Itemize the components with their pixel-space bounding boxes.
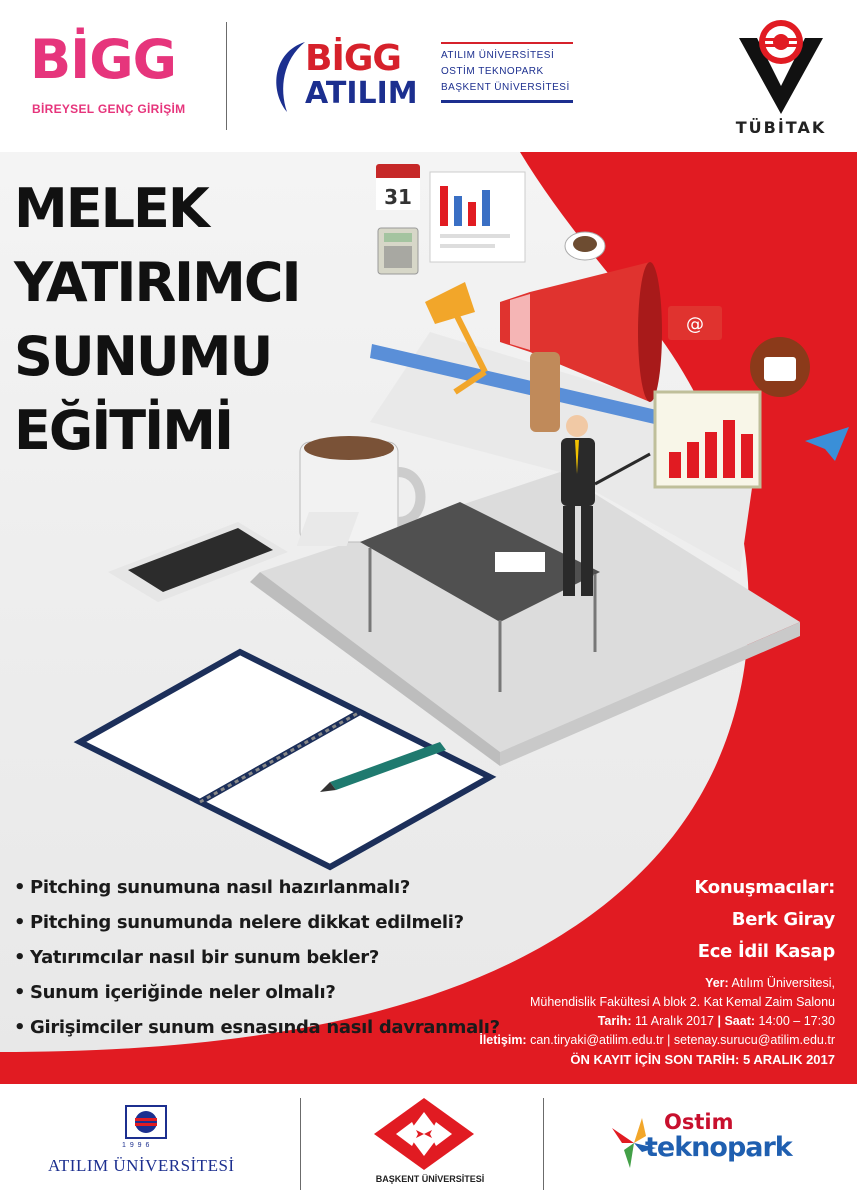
svg-text:@: @ bbox=[686, 314, 704, 335]
speakers-label: Konuşmacılar: bbox=[694, 877, 835, 898]
divider bbox=[441, 42, 573, 44]
briefcase-icon bbox=[750, 337, 810, 397]
date-time-line bbox=[479, 1012, 835, 1031]
venue-line2: Mühendislik Fakültesi A blok 2. Kat Kemal Zaim Salonu bbox=[529, 995, 835, 1009]
venue-line1 bbox=[479, 974, 835, 993]
bigg-logo-subtitle: BİREYSEL GENÇ GİRİŞİM bbox=[32, 102, 186, 116]
list-item bbox=[14, 870, 500, 905]
bigg-atilim-line2: ATILIM bbox=[305, 76, 418, 111]
time-value: 14:00 – 17:30 bbox=[758, 1014, 835, 1028]
footer-divider bbox=[300, 1098, 301, 1190]
partner-label: OSTİM TEKNOPARK bbox=[441, 66, 544, 77]
separator: | bbox=[717, 1014, 721, 1028]
bigg-logo bbox=[30, 28, 200, 128]
divider bbox=[441, 100, 573, 103]
time-label: Saat: bbox=[724, 1014, 756, 1028]
question-text: Sunum içeriğinde neler olmalı? bbox=[30, 982, 336, 1003]
date-label: Tarih: bbox=[597, 1014, 632, 1028]
ostim-bottom-text: teknopark bbox=[645, 1132, 792, 1163]
question-text: Yatırımcılar nasıl bir sunum bekler? bbox=[30, 947, 380, 968]
contact-line bbox=[479, 1031, 835, 1050]
speakers-block bbox=[694, 872, 835, 968]
bar-chart-icon bbox=[430, 172, 525, 262]
partner-label: ATILIM ÜNİVERSİTESİ bbox=[441, 50, 555, 61]
bigg-atilim-swoosh-icon bbox=[265, 38, 309, 118]
bar-chart-icon bbox=[655, 392, 760, 487]
speaker-name: Berk Giray bbox=[731, 909, 835, 930]
tubitak-logo bbox=[735, 14, 827, 140]
list-item bbox=[14, 1010, 500, 1045]
calendar-icon bbox=[376, 164, 420, 210]
bigg-logo-word: BİGG bbox=[30, 28, 176, 91]
header-divider bbox=[226, 22, 227, 130]
bigg-atilim-logo bbox=[265, 38, 575, 118]
bullet: • bbox=[14, 1017, 26, 1038]
atilim-name: ATILIM ÜNİVERSİTESİ bbox=[48, 1156, 235, 1175]
title-line: EĞİTİMİ bbox=[14, 399, 233, 462]
atilim-emblem-icon bbox=[124, 1104, 168, 1140]
email-icon bbox=[668, 306, 722, 340]
contact-value: can.tiryaki@atilim.edu.tr | setenay.surucu@atilim.edu.tr bbox=[530, 1033, 835, 1047]
title-line: MELEK bbox=[14, 177, 208, 240]
hero-section bbox=[0, 152, 857, 1084]
calendar-day-text: 31 bbox=[384, 185, 412, 209]
atilim-year: 1 9 9 6 bbox=[122, 1142, 151, 1149]
question-text: Pitching sunumunda nelere dikkat edilmeli? bbox=[30, 912, 464, 933]
atilim-logo bbox=[48, 1104, 248, 1194]
bullet: • bbox=[14, 912, 26, 933]
list-item bbox=[14, 905, 500, 940]
contact-label: İletişim: bbox=[479, 1033, 527, 1047]
footer bbox=[0, 1084, 857, 1200]
calculator-icon bbox=[378, 228, 418, 274]
date-value: 11 Aralık 2017 bbox=[635, 1014, 714, 1028]
ostim-top-text: Ostim bbox=[664, 1110, 734, 1134]
title-line: SUNUMU bbox=[14, 325, 272, 388]
partner-label: BAŞKENT ÜNİVERSİTESİ bbox=[441, 82, 570, 93]
event-details bbox=[479, 974, 835, 1069]
title-line: YATIRIMCI bbox=[14, 251, 300, 314]
bigg-atilim-line1: BİGG bbox=[305, 38, 401, 79]
footer-divider bbox=[543, 1098, 544, 1190]
questions-list bbox=[14, 870, 500, 1045]
tubitak-emblem-icon bbox=[735, 14, 827, 114]
speaker-name: Ece İdil Kasap bbox=[697, 941, 835, 962]
list-item bbox=[14, 975, 500, 1010]
page-title bbox=[14, 172, 300, 468]
baskent-name: BAŞKENT ÜNİVERSİTESİ bbox=[375, 1174, 485, 1184]
question-text: Girişimciler sunum esnasında nasıl davranmalı? bbox=[30, 1017, 500, 1038]
baskent-emblem-icon bbox=[374, 1098, 474, 1170]
bullet: • bbox=[14, 947, 26, 968]
coffee-cup-icon bbox=[565, 232, 605, 260]
tubitak-text: TÜBİTAK bbox=[735, 118, 827, 137]
bullet: • bbox=[14, 877, 26, 898]
venue-value: Atılım Üniversitesi, bbox=[731, 976, 835, 990]
venue-label: Yer: bbox=[705, 976, 729, 990]
header bbox=[0, 0, 857, 152]
bullet: • bbox=[14, 982, 26, 1003]
list-item bbox=[14, 940, 500, 975]
deadline-text: ÖN KAYIT İÇİN SON TARİH: 5 ARALIK 2017 bbox=[570, 1052, 835, 1067]
question-text: Pitching sunumuna nasıl hazırlanmalı? bbox=[30, 877, 411, 898]
